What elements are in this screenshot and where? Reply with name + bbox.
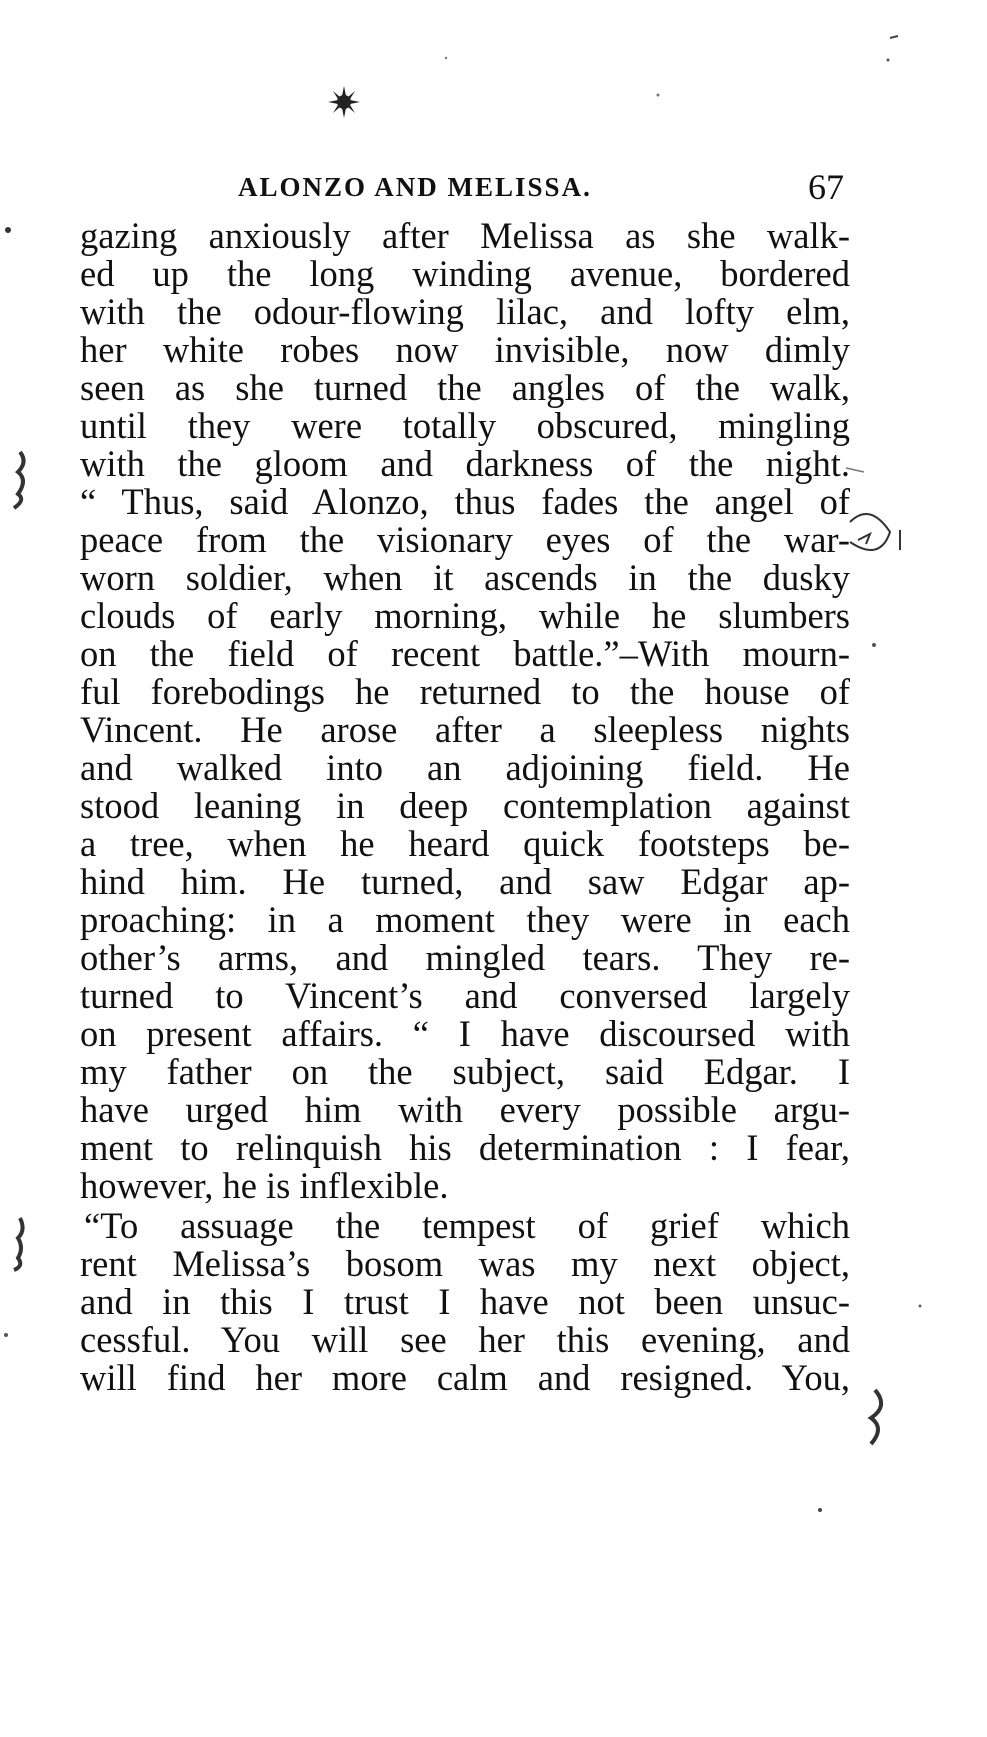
text-line: gazing anxiously after Melissa as she walk- — [80, 215, 850, 256]
text-line: and in this I trust I have not been unsuc- — [80, 1281, 850, 1322]
text-line: peace from the visionary eyes of the war- — [80, 519, 850, 560]
text-line: rent Melissa’s bosom was my next object, — [80, 1243, 850, 1284]
text-line: have urged him with every possible argu- — [80, 1089, 850, 1130]
text-line: other’s arms, and mingled tears. They re- — [80, 937, 850, 978]
text-line: clouds of early morning, while he slumbers — [80, 595, 850, 636]
text-line: with the gloom and darkness of the night. — [80, 443, 850, 484]
text-line: stood leaning in deep contemplation against — [80, 785, 850, 826]
text-line: ed up the long winding avenue, bordered — [80, 253, 850, 294]
text-line: her white robes now invisible, now dimly — [80, 329, 850, 370]
text-line: cessful. You will see her this evening, and — [80, 1319, 850, 1360]
text-line: until they were totally obscured, mingling — [80, 405, 850, 446]
text-line: ment to relinquish his determination : I fear, — [80, 1127, 850, 1168]
text-line: on the field of recent battle.”–With mourn- — [80, 633, 850, 674]
text-line: “ Thus, said Alonzo, thus fades the angel of — [80, 481, 850, 522]
text-line: Vincent. He arose after a sleepless nights — [80, 709, 850, 750]
text-line: however, he is inflexible. — [80, 1165, 449, 1206]
text-line: turned to Vincent’s and conversed largely — [80, 975, 850, 1016]
text-line: proaching: in a moment they were in each — [80, 899, 850, 940]
text-line: a tree, when he heard quick footsteps be- — [80, 823, 850, 864]
text-line: hind him. He turned, and saw Edgar ap- — [80, 861, 850, 902]
text-line: and walked into an adjoining field. He — [80, 747, 850, 788]
text-line: worn soldier, when it ascends in the dusky — [80, 557, 850, 598]
running-title: ALONZO AND MELISSA. — [238, 172, 592, 202]
page-number: 67 — [808, 167, 844, 207]
text-line: my father on the subject, said Edgar. I — [80, 1051, 850, 1092]
text-line: will find her more calm and resigned. You, — [80, 1357, 850, 1398]
text-line: on present affairs. “ I have discoursed with — [80, 1013, 850, 1054]
text-line: ful forebodings he returned to the house of — [80, 671, 850, 712]
text-line: seen as she turned the angles of the walk, — [80, 367, 850, 408]
text-line: “To assuage the tempest of grief which — [84, 1205, 850, 1246]
text-line: with the odour-flowing lilac, and lofty elm, — [80, 291, 850, 332]
